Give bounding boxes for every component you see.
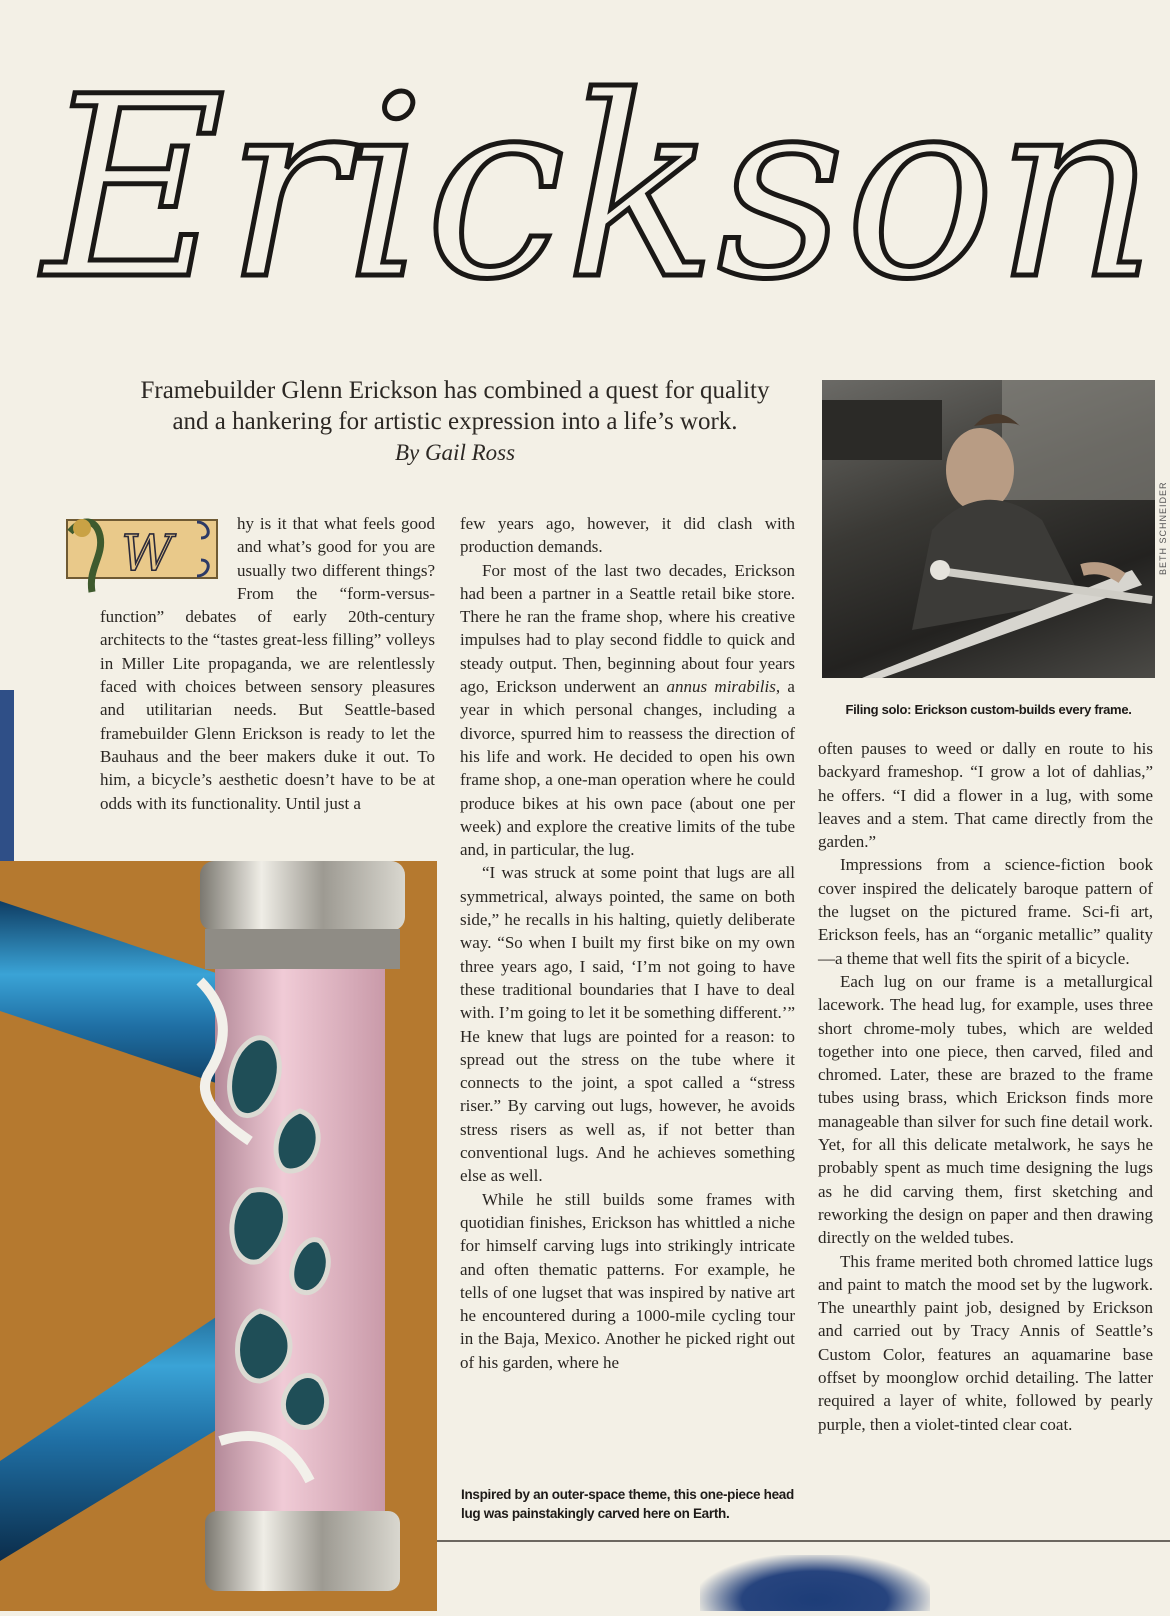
byline: By Gail Ross bbox=[394, 440, 516, 465]
body-paragraph: While he still builds some frames with quotidian finishes, Erickson has whittled a niche for himself carving lugs into strikingly intricate and often thematic patterns. For example, he tells of one lugset that was inspired by native art he encountered during a 1000-mile cycling tour in the Baja, Mexico. Another he picked right out of his garden, where he bbox=[460, 1189, 795, 1372]
italic-phrase: annus mirabilis bbox=[666, 677, 776, 697]
body-paragraph: often pauses to weed or dally en route to his backyard frameshop. “I grow a lot of dahlias,” he offers. “I did a flower in a lug, with some leaves and a stem. That came directly from the garden.” bbox=[818, 739, 1153, 852]
dropcap-ornament bbox=[62, 512, 227, 602]
decorative-shape bbox=[700, 1555, 930, 1611]
body-paragraph: This frame merited both chromed lattice lugs and paint to match the mood set by the lugwork. The unearthly paint job, designed by Erickson and carried out by Tracy Annis of Seattle’s Custom Color, features an aquamarine base offset by moonglow orchid detailing. The latter required a layer of white, followed by pearly purple, then a violet-tinted clear coat. bbox=[818, 1251, 1153, 1434]
column-1 bbox=[100, 512, 435, 815]
photo-caption: Filing solo: Erickson custom-builds every frame. bbox=[845, 702, 1132, 717]
deck-line-2: and a hankering for artistic expression into a life’s work. bbox=[172, 408, 738, 435]
title-text: Erickson bbox=[43, 43, 1157, 334]
deck-line-1: Framebuilder Glenn Erickson has combined a quest for quality bbox=[140, 377, 770, 404]
dropcap-letter: W bbox=[121, 524, 173, 582]
column-2 bbox=[460, 512, 795, 1374]
head-lug-photo bbox=[0, 861, 437, 1611]
divider bbox=[437, 1540, 1170, 1542]
decorative-strip bbox=[0, 690, 14, 861]
article-title bbox=[43, 20, 1157, 340]
column-3 bbox=[818, 737, 1153, 1436]
body-paragraph: “I was struck at some point that lugs are all symmetrical, always pointed, the same on both side,” he recalls in his halting, quietly deliberate way. “So when I built my first bike on my own three years ago, I said, ‘I’m not going to have these traditional boundaries that I have to deal with. I’m going to let it be something different.’” He knew that lugs are pointed for a reason: to spread out the stress on the tube where it connects to the joint, a spot called a “stress riser.” By carving out lugs, however, he avoids stress risers as well as, if not better than conventional lugs. And he achieves something else as well. bbox=[460, 863, 795, 1186]
body-paragraph: hy is it that what feels good and what’s good for you are usually two different things? From the “form-versus-function” debates of early 20th-century architects to the “tastes great-less filling” volleys in Miller Lite propaganda, we are relentlessly faced with choices between sensory pleasures and utilitarian needs. But Seattle-based framebuilder Glenn Erickson is ready to let the Bauhaus and the beer makers duke it out. To him, a bicycle’s aesthetic doesn’t have to be at odds with its functionality. Until just a bbox=[100, 514, 435, 813]
body-text: , a year in which personal changes, including a divorce, spurred him to reassess the direction of his life and work. He decided to open his own frame shop, a one-man operation where he could produce bikes at his own pace (about one per week) and explore the creative limits of the tube and, in particular, the lug. bbox=[460, 677, 795, 860]
photo-credit: BETH SCHNEIDER bbox=[1158, 481, 1168, 575]
body-paragraph: Impressions from a science-fiction book cover inspired the delicately baroque pattern of the lugset on the pictured frame. Sci-fi art, Erickson feels, has an “organic metallic” quality—a theme that well fits the spirit of a bicycle. bbox=[818, 855, 1153, 968]
body-paragraph: Each lug on our frame is a metallurgical lacework. The head lug, for example, uses three short chrome-moly tubes, which are welded together into one piece, then carved, filed and chromed. Later, these are brazed to the frame tubes using brass, which Erickson finds more manageable than silver for such fine detail work. Yet, for all this delicate metalwork, he says he probably spent as much time designing the lugs as he did carving them, first sketching and reworking the design on paper and then drawing directly on the welded tubes. bbox=[818, 971, 1153, 1248]
photo-caption: Inspired by an outer-space theme, this one-piece head lug was painstakingly carved here on Earth. bbox=[461, 1487, 794, 1521]
framebuilder-photo bbox=[822, 380, 1155, 678]
body-paragraph: few years ago, however, it did clash with production demands. bbox=[460, 514, 795, 557]
body-paragraph bbox=[460, 559, 795, 862]
article-deck bbox=[95, 375, 815, 468]
body-text: For most of the last two decades, Erickson had been a partner in a Seattle retail bike store. There he ran the frame shop, where his creative impulses had to play second fiddle to quick and steady output. Then, beginning about four years ago, Erickson underwent an bbox=[460, 560, 795, 697]
